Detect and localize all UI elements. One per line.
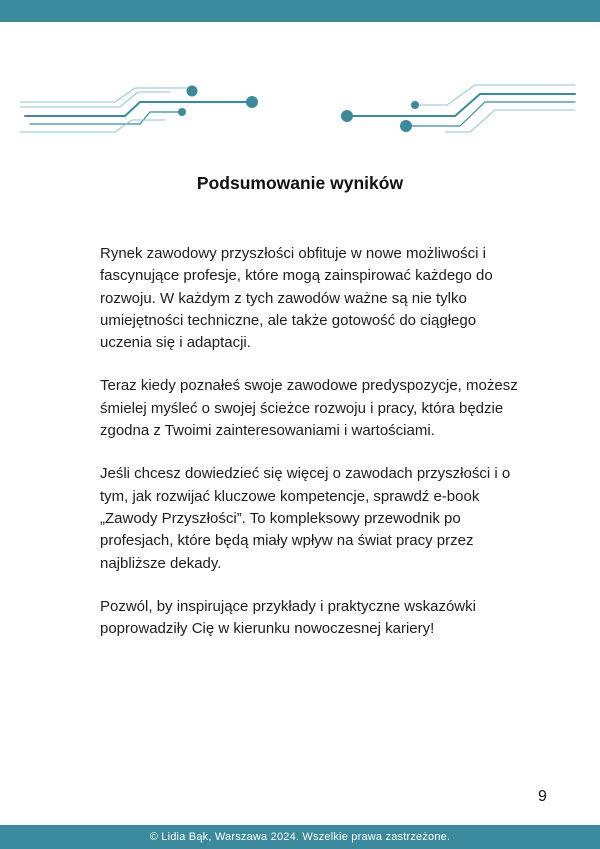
paragraph-3: Jeśli chcesz dowiedzieć się więcej o zawodach przyszłości i o tym, jak rozwijać kluczowe kompetencje, sprawdź e-book „Zawody Przyszłości”. To kompleksowy przewodnik po profesjach, które będą miały wpływ na świat pracy przez najbliższe dekady.	[100, 465, 511, 572]
paragraph-2: Teraz kiedy poznałeś swoje zawodowe predyspozycje, możesz śmielej myśleć o swojej ścieżce rozwoju i pracy, która będzie zgodna z Twoimi zainteresowaniami i wartościami.	[100, 377, 518, 440]
top-accent-bar	[0, 0, 600, 22]
page-title: Podsumowanie wyników	[196, 173, 404, 193]
circuit-decoration-right	[335, 80, 580, 140]
page-number: 9	[538, 788, 547, 805]
footer-bar	[0, 825, 600, 849]
paragraph-4: Pozwól, by inspirujące przykłady i praktyczne wskazówki poprowadziły Cię w kierunku nowoczesnej kariery!	[100, 597, 476, 638]
body-text	[100, 243, 520, 661]
circuit-decoration-left	[20, 80, 265, 140]
paragraph-1: Rynek zawodowy przyszłości obfituje w nowe możliwości i fascynujące profesje, które mogą zainspirować każdego do rozwoju. W każdym z tych zawodów ważne są nie tylko umiejętności techniczne, ale także gotowość do ciągłego uczenia się i adaptacji.	[100, 245, 493, 352]
copyright-text: © Lidia Bąk, Warszawa 2024. Wszelkie prawa zastrzeżone.	[149, 831, 451, 843]
